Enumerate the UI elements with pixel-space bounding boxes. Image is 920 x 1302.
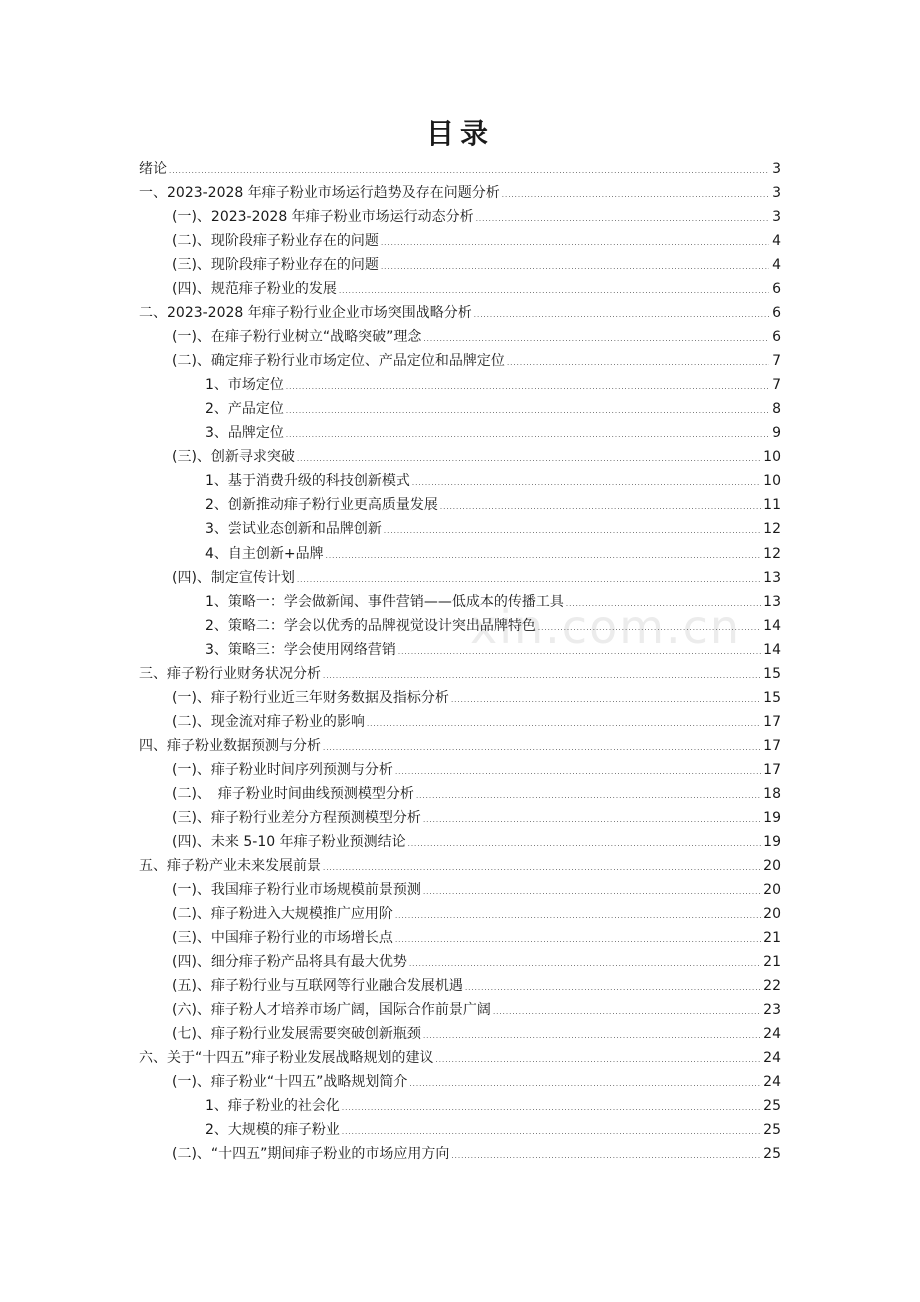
toc-entry-page-number: 19 — [763, 809, 781, 826]
toc-entry-label: (三)、现阶段痱子粉业存在的问题 — [172, 257, 379, 274]
toc-entry-page-number: 25 — [763, 1146, 781, 1163]
toc-dot-leader — [423, 880, 761, 904]
toc-entry-label: (五)、痱子粉行业与互联网等行业融合发展机遇 — [172, 978, 463, 995]
toc-dot-leader — [493, 1000, 761, 1024]
toc-entry[interactable] — [139, 1046, 781, 1070]
toc-entry[interactable] — [139, 686, 781, 710]
toc-entry-page-number: 4 — [772, 233, 781, 250]
toc-entry[interactable] — [139, 373, 781, 397]
toc-entry-label: 五、痱子粉产业未来发展前景 — [139, 857, 321, 874]
toc-entry-label: (四)、规范痱子粉业的发展 — [172, 281, 337, 298]
toc-entry-page-number: 10 — [763, 449, 781, 466]
toc-dot-leader — [474, 303, 769, 327]
toc-entry[interactable] — [139, 734, 781, 758]
toc-entry[interactable] — [139, 902, 781, 926]
toc-dot-leader — [395, 760, 761, 784]
toc-entry[interactable] — [139, 517, 781, 541]
toc-entry-page-number: 19 — [763, 833, 781, 850]
toc-dot-leader — [395, 928, 761, 952]
toc-entry-page-number: 25 — [763, 1098, 781, 1115]
toc-entry[interactable] — [139, 229, 781, 253]
toc-entry-label: (二)、确定痱子粉行业市场定位、产品定位和品牌定位 — [172, 353, 505, 370]
toc-entry[interactable] — [139, 806, 781, 830]
toc-dot-leader — [502, 183, 769, 207]
toc-dot-leader — [297, 568, 761, 592]
toc-entry-page-number: 17 — [763, 761, 781, 778]
toc-entry-page-number: 21 — [763, 954, 781, 971]
toc-dot-leader — [398, 640, 761, 664]
toc-entry-label: 4、自主创新+品牌 — [205, 545, 324, 562]
toc-entry-page-number: 6 — [772, 329, 781, 346]
toc-entry[interactable] — [139, 397, 781, 421]
toc-entry[interactable] — [139, 301, 781, 325]
toc-entry-page-number: 7 — [772, 353, 781, 370]
toc-entry-page-number: 23 — [763, 1002, 781, 1019]
toc-dot-leader — [436, 1048, 762, 1072]
toc-entry-label: 1、市场定位 — [205, 377, 284, 394]
toc-entry[interactable] — [139, 710, 781, 734]
toc-entry-page-number: 25 — [763, 1122, 781, 1139]
toc-entry[interactable] — [139, 998, 781, 1022]
toc-entry-page-number: 8 — [772, 401, 781, 418]
toc-entry-page-number: 24 — [763, 1026, 781, 1043]
toc-entry-label: (二)、现金流对痱子粉业的影响 — [172, 713, 365, 730]
toc-dot-leader — [323, 856, 761, 880]
toc-entry[interactable] — [139, 974, 781, 998]
toc-entry[interactable] — [139, 325, 781, 349]
toc-entry-page-number: 17 — [763, 737, 781, 754]
toc-entry[interactable] — [139, 854, 781, 878]
toc-entry-page-number: 6 — [772, 281, 781, 298]
toc-entry[interactable] — [139, 349, 781, 373]
toc-entry-page-number: 15 — [763, 689, 781, 706]
toc-dot-leader — [297, 447, 761, 471]
toc-entry-label: 3、策略三：学会使用网络营销 — [205, 641, 396, 658]
toc-dot-leader — [339, 279, 769, 303]
toc-dot-leader — [423, 808, 761, 832]
toc-entry-page-number: 15 — [763, 665, 781, 682]
toc-entry-page-number: 20 — [763, 881, 781, 898]
toc-entry-page-number: 12 — [763, 545, 781, 562]
toc-entry-label: (一)、在痱子粉行业树立“战略突破”理念 — [172, 329, 422, 346]
toc-entry-label: (三)、创新寻求突破 — [172, 449, 295, 466]
toc-entry[interactable] — [139, 1070, 781, 1094]
toc-dot-leader — [440, 495, 761, 519]
toc-entry-label: (七)、痱子粉行业发展需要突破创新瓶颈 — [172, 1026, 421, 1043]
toc-entry[interactable] — [139, 782, 781, 806]
toc-dot-leader — [423, 327, 769, 351]
toc-dot-leader — [476, 207, 769, 231]
toc-entry-label: 六、关于“十四五”痱子粉业发展战略规划的建议 — [139, 1050, 434, 1067]
toc-dot-leader — [367, 712, 761, 736]
toc-entry-page-number: 24 — [763, 1050, 781, 1067]
toc-entry[interactable] — [139, 469, 781, 493]
toc-entry-label: (四)、制定宣传计划 — [172, 569, 295, 586]
toc-dot-leader — [451, 1144, 761, 1168]
toc-dot-leader — [409, 1072, 761, 1096]
toc-entry-page-number: 7 — [772, 377, 781, 394]
toc-dot-leader — [423, 1024, 761, 1048]
toc-entry[interactable] — [139, 493, 781, 517]
toc-entry-label: 1、基于消费升级的科技创新模式 — [205, 473, 410, 490]
toc-entry[interactable] — [139, 1142, 781, 1166]
toc-entry[interactable] — [139, 638, 781, 662]
toc-entry-page-number: 20 — [763, 857, 781, 874]
toc-dot-leader — [326, 544, 762, 568]
toc-entry[interactable] — [139, 1118, 781, 1142]
toc-entry-label: (四)、未来 5-10 年痱子粉业预测结论 — [172, 833, 406, 850]
toc-dot-leader — [409, 952, 761, 976]
toc-entry-page-number: 11 — [763, 497, 781, 514]
toc-entry-page-number: 20 — [763, 905, 781, 922]
toc-dot-leader — [384, 519, 761, 543]
toc-dot-leader — [412, 471, 761, 495]
toc-entry[interactable] — [139, 878, 781, 902]
toc-entry-label: (一)、痱子粉行业近三年财务数据及指标分析 — [172, 689, 449, 706]
toc-entry[interactable] — [139, 181, 781, 205]
toc-entry[interactable] — [139, 542, 781, 566]
toc-entry-label: 2、创新推动痱子粉行业更高质量发展 — [205, 497, 438, 514]
toc-entry-label: 一、2023-2028 年痱子粉业市场运行趋势及存在问题分析 — [139, 185, 500, 202]
toc-entry-page-number: 3 — [772, 161, 781, 177]
toc-dot-leader — [465, 976, 761, 1000]
toc-entry[interactable] — [139, 445, 781, 469]
toc-entry-label: (三)、中国痱子粉行业的市场增长点 — [172, 930, 393, 946]
toc-entry-label: (二)、 痱子粉业时间曲线预测模型分析 — [172, 785, 414, 802]
toc-entry-label: 2、产品定位 — [205, 401, 284, 418]
toc-dot-leader — [395, 904, 761, 928]
toc-entry[interactable] — [139, 205, 781, 229]
toc-dot-leader — [323, 664, 761, 688]
toc-entry-page-number: 22 — [763, 978, 781, 995]
toc-entry[interactable] — [139, 830, 781, 854]
toc-entry-label: (二)、现阶段痱子粉业存在的问题 — [172, 233, 379, 250]
toc-dot-leader — [342, 1120, 761, 1144]
toc-entry[interactable] — [139, 1022, 781, 1046]
toc-dot-leader — [323, 736, 761, 760]
toc-entry-label: (一)、2023-2028 年痱子粉业市场运行动态分析 — [172, 209, 474, 226]
toc-dot-leader — [538, 616, 761, 640]
toc-entry-page-number: 4 — [772, 257, 781, 274]
toc-entry-page-number: 14 — [763, 617, 781, 634]
toc-entry-page-number: 21 — [763, 930, 781, 946]
toc-entry[interactable] — [139, 758, 781, 782]
toc-entry-label: (六)、痱子粉人才培养市场广阔，国际合作前景广阔 — [172, 1002, 491, 1019]
toc-entry[interactable] — [139, 421, 781, 445]
toc-entry-label: (二)、“十四五”期间痱子粉业的市场应用方向 — [172, 1146, 450, 1163]
toc-entry-label: (三)、痱子粉行业差分方程预测模型分析 — [172, 809, 421, 826]
toc-entry-page-number: 6 — [772, 305, 781, 322]
toc-entry-label: 1、痱子粉业的社会化 — [205, 1098, 340, 1115]
toc-entry-page-number: 24 — [763, 1074, 781, 1091]
toc-entry-label: 三、痱子粉行业财务状况分析 — [139, 665, 321, 682]
toc-entry-label: 2、策略二：学会以优秀的品牌视觉设计突出品牌特色 — [205, 617, 536, 634]
page-title: 目录 — [425, 117, 494, 150]
toc-dot-leader — [381, 231, 769, 255]
toc-entry[interactable] — [139, 1094, 781, 1118]
toc-entry-page-number: 13 — [763, 593, 781, 610]
toc-dot-leader — [566, 592, 761, 616]
toc-entry-page-number: 9 — [772, 425, 781, 442]
toc-entry-label: (一)、我国痱子粉行业市场规模前景预测 — [172, 881, 421, 898]
toc-dot-leader — [451, 688, 761, 712]
toc-entry-label: (一)、痱子粉业“十四五”战略规划简介 — [172, 1074, 408, 1091]
toc-dot-leader — [286, 423, 769, 447]
table-of-contents — [139, 157, 781, 1166]
toc-entry-label: (二)、痱子粉进入大规模推广应用阶 — [172, 905, 393, 922]
toc-entry-label: (四)、细分痱子粉产品将具有最大优势 — [172, 954, 407, 971]
toc-entry-label: 3、品牌定位 — [205, 425, 284, 442]
toc-dot-leader — [416, 784, 761, 808]
toc-dot-leader — [342, 1096, 761, 1120]
toc-entry[interactable] — [139, 590, 781, 614]
toc-entry[interactable] — [139, 253, 781, 277]
toc-entry[interactable] — [139, 157, 781, 181]
toc-entry-label: 2、大规模的痱子粉业 — [205, 1122, 340, 1139]
toc-dot-leader — [381, 255, 769, 279]
toc-entry-page-number: 14 — [763, 641, 781, 658]
toc-entry-label: (一)、痱子粉业时间序列预测与分析 — [172, 761, 393, 778]
watermark: xin.com.cn — [470, 600, 742, 654]
toc-entry-label: 1、策略一：学会做新闻、事件营销——低成本的传播工具 — [205, 593, 564, 610]
toc-dot-leader — [286, 399, 769, 423]
toc-entry[interactable] — [139, 662, 781, 686]
toc-entry-page-number: 3 — [772, 185, 781, 202]
toc-entry[interactable] — [139, 566, 781, 590]
toc-entry[interactable] — [139, 614, 781, 638]
toc-entry-label: 二、2023-2028 年痱子粉行业企业市场突围战略分析 — [139, 305, 472, 322]
toc-entry-page-number: 13 — [763, 569, 781, 586]
toc-entry-page-number: 3 — [772, 209, 781, 226]
toc-entry[interactable] — [139, 950, 781, 974]
toc-entry-label: 绪论 — [139, 161, 167, 177]
toc-dot-leader — [507, 351, 769, 375]
toc-entry-page-number: 17 — [763, 713, 781, 730]
toc-dot-leader — [408, 832, 762, 856]
toc-entry-label: 四、痱子粉业数据预测与分析 — [139, 737, 321, 754]
toc-dot-leader — [169, 159, 769, 183]
toc-entry[interactable] — [139, 926, 781, 950]
toc-entry-page-number: 12 — [763, 521, 781, 538]
toc-entry[interactable] — [139, 277, 781, 301]
toc-entry-page-number: 18 — [763, 785, 781, 802]
toc-entry-label: 3、尝试业态创新和品牌创新 — [205, 521, 382, 538]
toc-dot-leader — [286, 375, 769, 399]
toc-entry-page-number: 10 — [763, 473, 781, 490]
